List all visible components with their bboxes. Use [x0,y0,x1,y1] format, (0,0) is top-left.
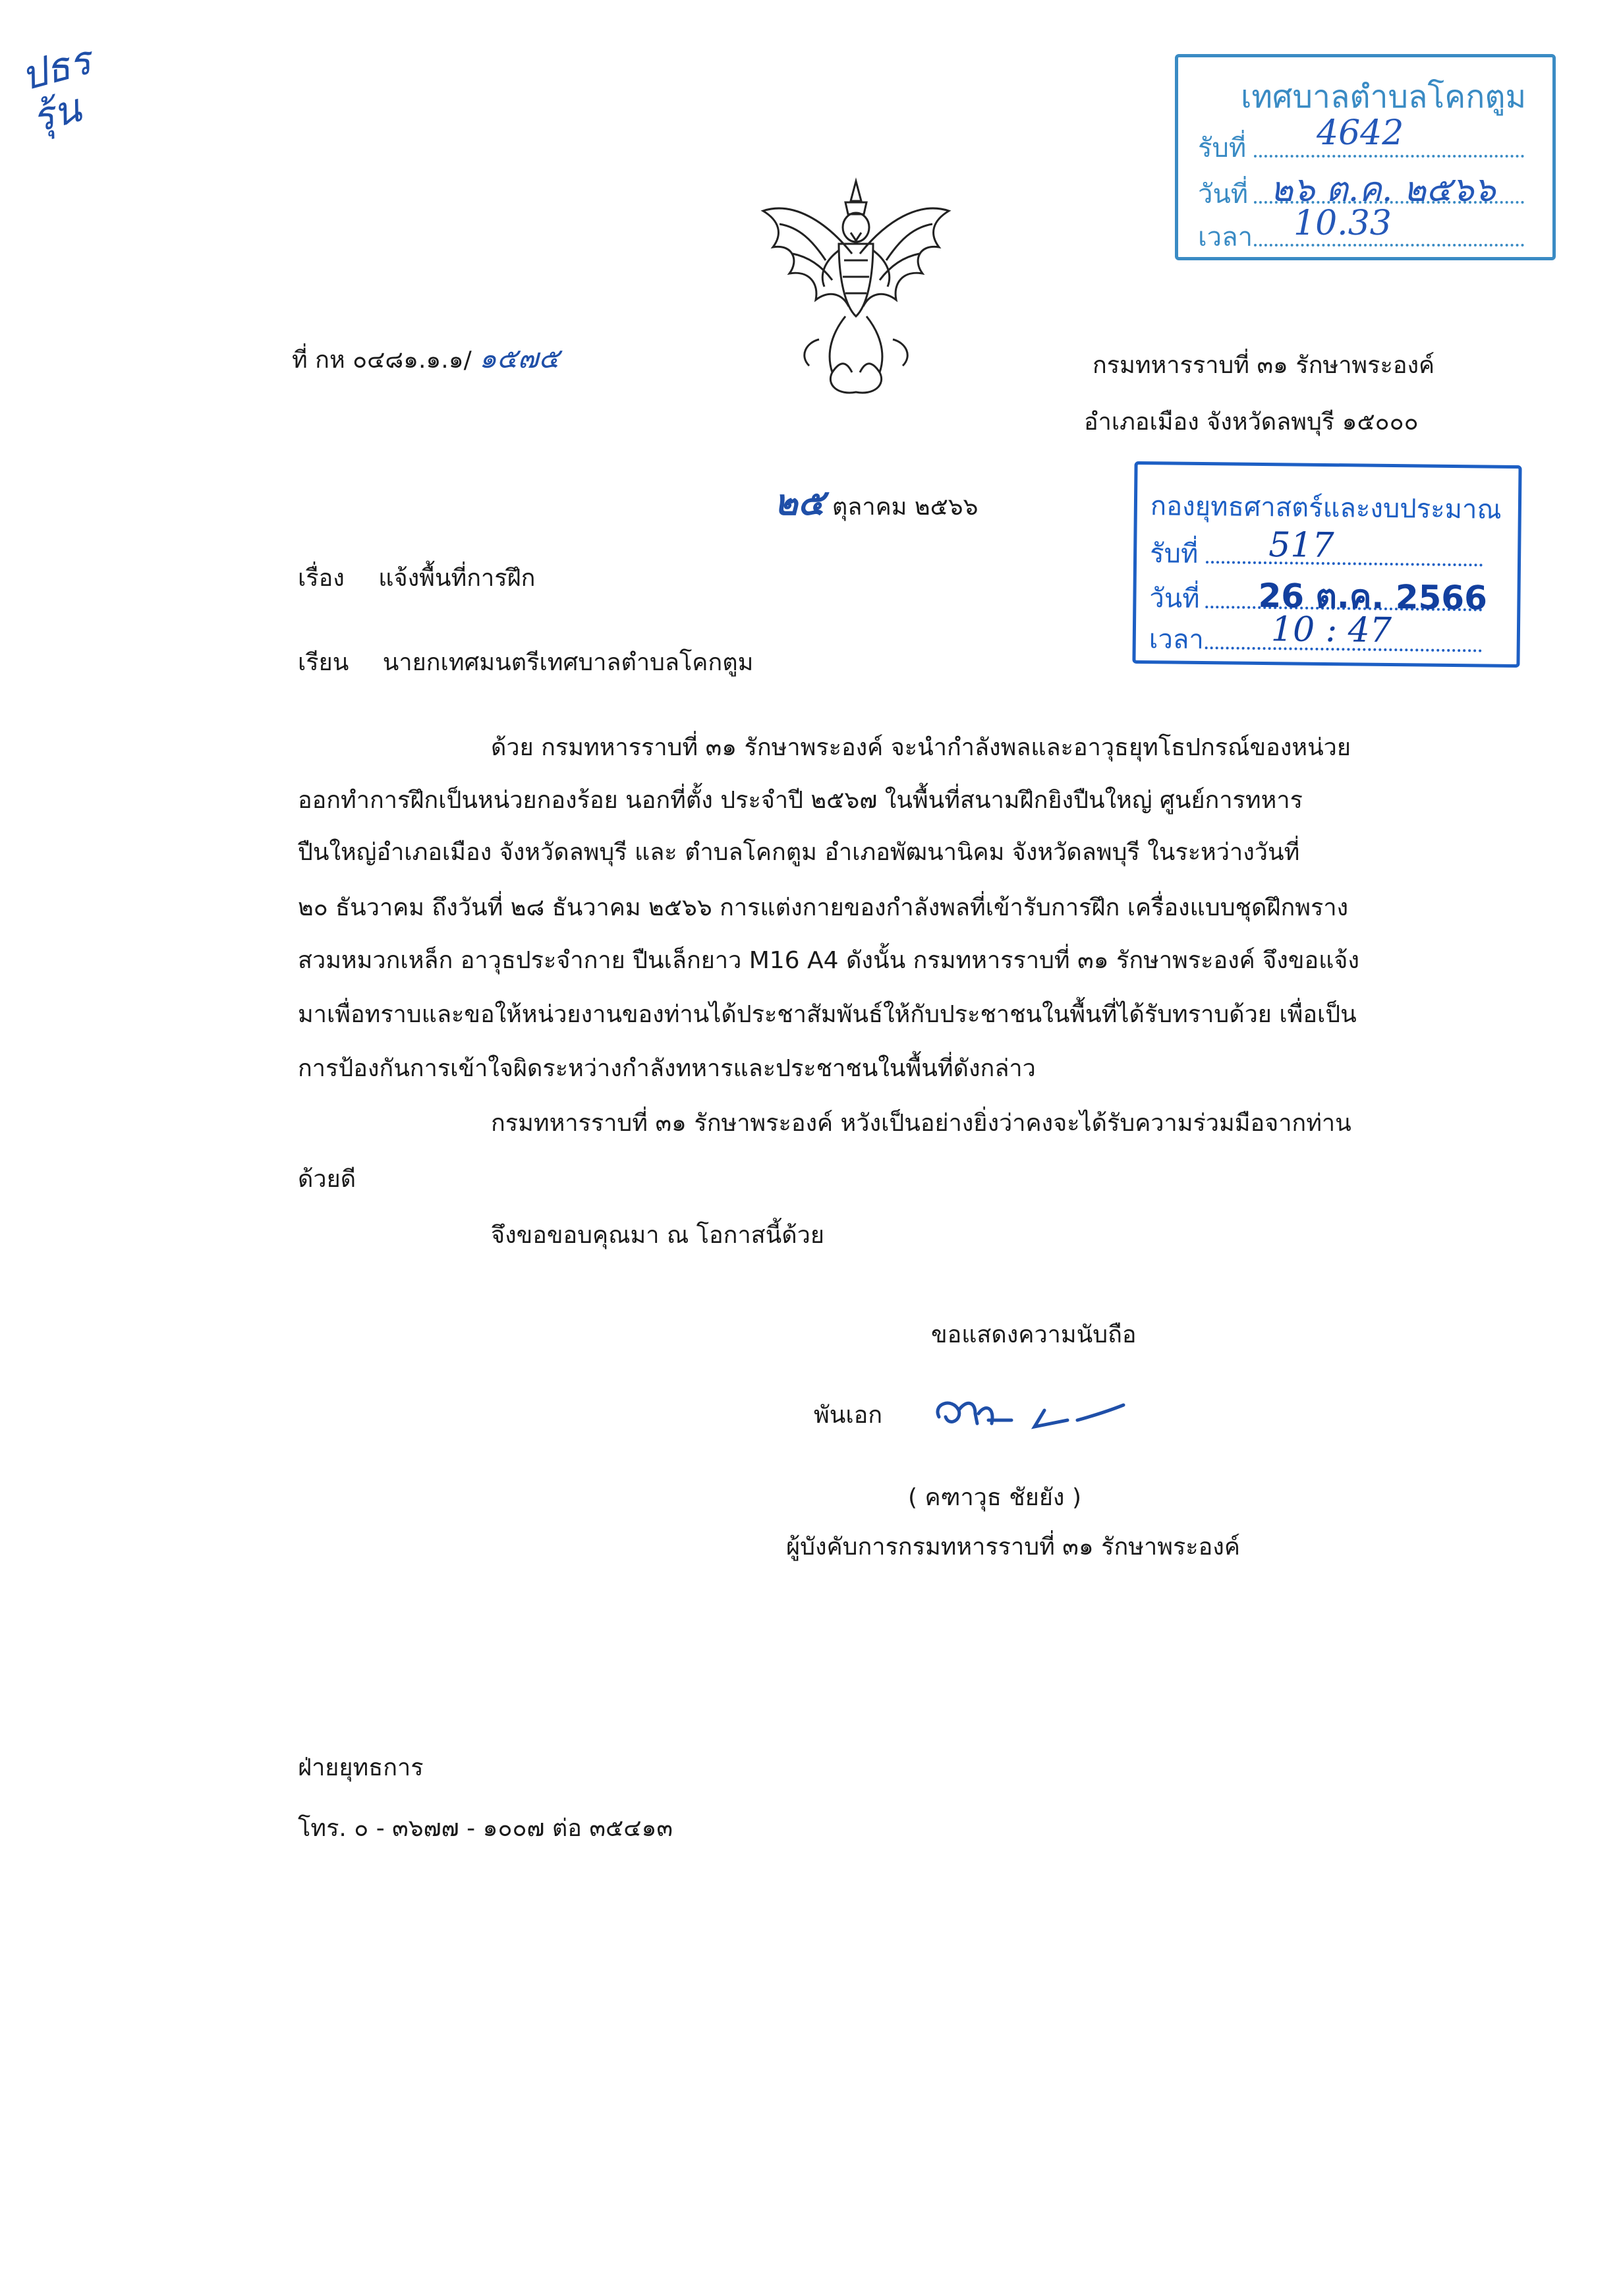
stamp-value-time: 10.33 [1293,204,1392,243]
body-line: ออกทำการฝึกเป็นหน่วยกองร้อย นอกที่ตั้ง ประจำปี ๒๕๖๗ ในพื้นที่สนามฝึกยิงปืนใหญ่ ศูนย์การทหาร [298,787,1303,814]
signer-rank: พันเอก [814,1402,883,1429]
body-closing-line: จึงขอขอบคุณมา ณ โอกาสนี้ด้วย [491,1222,824,1249]
date-day: ๒๕ [774,481,825,523]
body-line: มาเพื่อทราบและขอให้หน่วยงานของท่านได้ประชาสัมพันธ์ให้กับประชาชนในพื้นที่ได้รับทราบด้วย เพื่อเป็น [298,1001,1357,1028]
sender-org-name: กรมทหารราบที่ ๓๑ รักษาพระองค์ [1093,352,1435,379]
subject-text: แจ้งพื้นที่การฝึก [378,565,536,592]
stamp2-value-received-no: 517 [1268,525,1334,566]
recipient-text: นายกเทศมนตรีเทศบาลตำบลโคกตูม [382,649,754,676]
body-line: กรมทหารราบที่ ๓๑ รักษาพระองค์ หวังเป็นอย่างยิ่งว่าคงจะได้รับความร่วมมือจากท่าน [491,1110,1351,1137]
recipient-label: เรียน [298,649,349,676]
reference-number: ๑๕๗๕ [479,342,559,374]
stamp2-title: กองยุทธศาสตร์และงบประมาณ [1150,492,1502,525]
stamp2-label-received-no: รับที่ [1149,539,1199,569]
receipt-stamp-strategy-division [1132,461,1521,668]
stamp2-value-date: 26 ต.ค. 2566 [1258,576,1488,617]
stamp2-label-time: เวลา [1149,625,1205,655]
reference-prefix: ที่ กห ๐๔๘๑.๑.๑/ [292,347,472,374]
closing-regards: ขอแสดงความนับถือ [931,1321,1137,1348]
stamp-label-time: เวลา [1198,223,1253,252]
body-line: ด้วยดี [298,1166,356,1193]
subject-label: เรื่อง [298,565,345,592]
body-line: ๒๐ ธันวาคม ถึงวันที่ ๒๘ ธันวาคม ๒๕๖๖ การแต่งกายของกำลังพลที่เข้ารับการฝึก เครื่องแบบชุดฝึกพราง [298,894,1349,921]
body-line: การป้องกันการเข้าใจผิดระหว่างกำลังทหารและประชาชนในพื้นที่ดังกล่าว [298,1055,1036,1082]
stamp-label-date: วันที่ [1198,180,1249,209]
document-reference [292,342,559,374]
body-line: ปืนใหญ่อำเภอเมือง จังหวัดลพบุรี และ ตำบลโคกตูม อำเภอพัฒนานิคม จังหวัดลพบุรี ในระหว่างวันที่ [298,839,1300,866]
footer-department: ฝ่ายยุทธการ [298,1754,424,1781]
body-line: ด้วย กรมทหารราบที่ ๓๑ รักษาพระองค์ จะนำกำลังพลและอาวุธยุทโธปกรณ์ของหน่วย [491,734,1351,761]
signer-name: ( คฑาวุธ ชัยยัง ) [908,1484,1081,1511]
signature-icon [926,1391,1130,1443]
stamp-title: เทศบาลตำบลโคกตูม [1241,80,1527,115]
stamp2-value-time: 10 : 47 [1270,610,1392,651]
garuda-emblem-icon [753,175,959,399]
stamp-value-received-no: 4642 [1317,113,1404,153]
footer-phone: โทร. ๐ - ๓๖๗๗ - ๑๐๐๗ ต่อ ๓๕๔๑๓ [298,1815,673,1842]
signer-position: ผู้บังคับการกรมทหารราบที่ ๓๑ รักษาพระองค์ [786,1534,1240,1561]
stamp2-label-date: วันที่ [1149,584,1200,614]
stamp-label-received-no: รับที่ [1198,134,1247,163]
subject-line [298,567,535,590]
receipt-stamp-municipality [1175,54,1556,260]
date-month-year: ตุลาคม ๒๕๖๖ [832,494,979,521]
document-date [774,481,979,523]
margin-note: ปธร รุ้น [16,37,96,142]
stamp-value-date: ๒๖ ต.ค. ๒๕๖๖ [1270,170,1496,210]
body-line: สวมหมวกเหล็ก อาวุธประจำกาย ปืนเล็กยาว M16 A4 ดังนั้น กรมทหารราบที่ ๓๑ รักษาพระองค์ จึงขอแจ้ง [298,947,1359,974]
sender-org-address: อำเภอเมือง จังหวัดลพบุรี ๑๕๐๐๐ [1084,409,1419,436]
recipient-line [298,651,753,675]
